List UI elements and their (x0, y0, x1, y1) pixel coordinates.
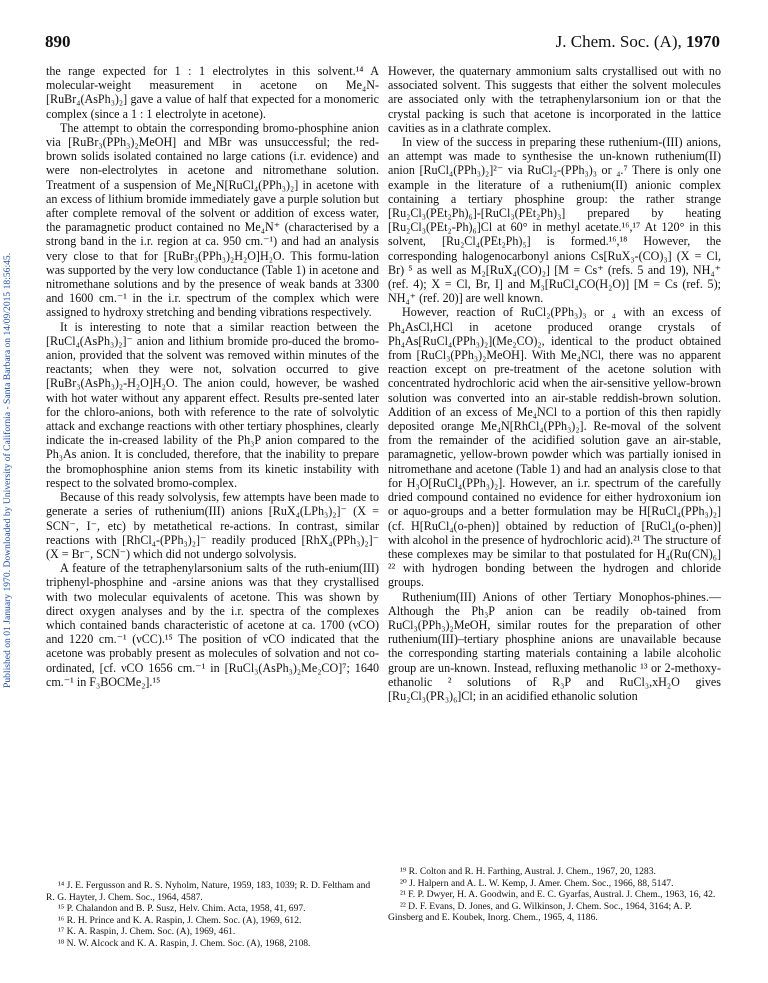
paragraph: In view of the success in preparing these ruthenium-(III) anions, an attempt was made to synthesise the un-known ruthenium(II) anion [RuCl₄(PPh₃)₂]²⁻ via RuCl₂-(PPh₃)₃ or ₄.⁷ There is only one example in the literature of a ruthenium(II) anionic complex containing a tertiary phosphine group: the rather strange [Ru₂Cl₃(PEt₂Ph)₆]-[RuCl₃(PEt₂Ph)₃] prepared by heating [Ru₂Cl₃(PEt₂-Ph)₆]Cl at 60° in methyl acetate.¹⁶,¹⁷ At 120° in this solvent, [Ru₂Cl₄(PEt₂Ph)₅] is formed.¹⁶,¹⁸ However, the corresponding halogenocarbonyl anions Cs[RuX₃-(CO)₃] (X = Cl, Br) ⁵ as well as M₂[RuX₄(CO)₂] [M = Cs⁺ (refs. 5 and 19), NH₄⁺ (ref. 4); X = Cl, Br, I] and M₃[RuCl₄CO(H₂O)] [M = Cs (ref. 5); NH₄⁺ (ref. 20)] are well known. (388, 135, 721, 306)
footnote: ²² D. F. Evans, D. Jones, and G. Wilkinson, J. Chem. Soc., 1964, 3164; A. P. Ginsberg and E. Koubek, Inorg. Chem., 1965, 4, 1186. (388, 900, 692, 924)
footnote: ¹⁶ R. H. Prince and K. A. Raspin, J. Chem. Soc. (A), 1969, 612. (58, 914, 302, 926)
footnote: ²¹ F. P. Dwyer, H. A. Goodwin, and E. C. Gyarfas, Austral. J. Chem., 1963, 16, 42. (400, 889, 716, 901)
footnote: ²⁰ J. Halpern and A. L. W. Kemp, J. Amer. Chem. Soc., 1966, 88, 5147. (400, 877, 674, 889)
paragraph: the range expected for 1 : 1 electrolytes in this solvent.¹⁴ A molecular-weight measurement in acetone on Me₄N-[RuBr₄(AsPh₃)₂] gave a value of half that expected for a monomeric complex (since a 1 : 1 electrolyte in acetone). (46, 64, 379, 121)
page-number: 890 (45, 32, 71, 51)
footnote: ¹⁴ J. E. Fergusson and R. S. Nyholm, Nature, 1959, 183, 1039; R. D. Feltham and R. G. Hayter, J. Chem. Soc., 1964, 4587. (46, 880, 371, 903)
right-column (388, 64, 721, 703)
paragraph: However, the quaternary ammonium salts crystallised out with no associated solvent. This suggests that either the solvent molecules are associated only with the tetraphenylarsonium ion or that the crystal packing is such that acetone is incorporated in the lattice cavities as in a clathrate complex. (388, 64, 721, 135)
paragraph: It is interesting to note that a similar reaction between the [RuCl₄(AsPh₃)₂]⁻ anion and lithium bromide pro-duced the bromo-anion, provided that the solvent was removed within minutes of the reactants; when they were not, solvation occurred to give [RuBr₃(AsPh₃)₂-H₂O]H₂O. The anion could, however, be washed with hot water without any apparent effect. Results pre-sented later for the chloro-anions, both with reference to the rate of solvolytic attack and exchange reactions with other tertiary phosphines, clearly indicate the in-creased lability of the Ph₃P anion compared to the Ph₃As anion. It is concluded, therefore, that the inability to prepare the bromophosphine anion stems from its kinetic instability with respect to the solvated bromo-complex. (46, 319, 379, 490)
journal-name: J. Chem. Soc. (A), (555, 32, 682, 51)
paragraph: Because of this ready solvolysis, few attempts have been made to generate a series of ruthenium(III) anions [RuX₄(LPh₃)₂]⁻ (X = SCN⁻, I⁻, etc) by metathetical re-actions. In contrast, similar reactions with [RhCl₄-(PPh₃)₂]⁻ readily produced [RhX₄(PPh₃)₂]⁻ (X = Br⁻, SCN⁻) which did not undergo solvolysis. (46, 490, 379, 561)
download-notice[interactable]: Published on 01 January 1970. Downloaded by University of California - Santa Barbara on 14/09/2015 18:56:45. (2, 252, 13, 688)
paragraph: However, reaction of RuCl₂(PPh₃)₃ or ₄ with an excess of Ph₄AsCl,HCl in acetone produced orange crystals of Ph₄As[RuCl₄(PPh₃)₂](Me₂CO)₂, identical to the product obtained from [RuCl₃(PPh₃)₂MeOH]. With Me₄NCl, there was no apparent reaction except on pre-treatment of the acetone solution with concentrated hydrochloric acid when the air-sensitive yellow-brown solution was converted into an air-stable reddish-brown solution. Addition of an excess of Me₄NCl to a portion of this then rapidly deposited orange Me₄N[RhCl₄(PPh₃)₂]. Re-moval of the solvent from the remainder of the acidified solution gave an air-stable, paramagnetic, yellow-brown powder which was partially ionised in nitromethane and acetone (Table 1) and had an analysis close to that for H₃O[RuCl₄(PPh₃)₂]. However, an i.r. spectrum of the carefully dried compound contained no evidence for either hydroxonium ion or aquo-groups and a better formulation may be H[RuCl₄(PPh₃)₂] (cf. H[RuCl₄(o-phen)] obtained by reduction of [RuCl₄(o-phen)] with alcohol in the presence of hydrochloric acid).²¹ The structure of these complexes may be similar to that postulated for H₄(Ru(CN)₆] ²² with hydrogen bonding between the hydrogen and chloride groups. (388, 305, 721, 590)
journal-year: 1970 (686, 32, 720, 51)
paragraph: Ruthenium(III) Anions of other Tertiary Monophos-phines.—Although the Ph₃P anion can be readily ob-tained from RuCl₃(PPh₃)₂MeOH, similar routes for the preparation of other ruthenium(III)–tertiary phosphine anions are unavailable because the corresponding starting materials containing a labile alcoholic group are un-known. Instead, refluxing methanolic ¹³ or 2-methoxy-ethanolic ² solutions of R₃P and RuCl₃,xH₂O gives [Ru₂Cl₃(PR₃)₆]Cl; in an acidified ethanolic solution (388, 589, 721, 703)
footnote: ¹⁵ P. Chalandon and B. P. Susz, Helv. Chim. Acta, 1958, 41, 697. (58, 903, 306, 915)
running-head (556, 32, 720, 52)
right-footnotes (388, 866, 721, 924)
left-footnotes (46, 880, 379, 950)
footnote: ¹⁹ R. Colton and R. H. Farthing, Austral. J. Chem., 1967, 20, 1283. (400, 866, 656, 877)
paragraph: A feature of the tetraphenylarsonium salts of the ruth-enium(III) triphenyl-phosphine and -arsine anions was that they crystallised with two molecular equivalents of acetone. This was shown by direct oxygen analyses and by the i.r. spectra of the complexes which contained bands characteristic of acetone at ca. 1700 (νCO) and 1220 cm.⁻¹ (νCC).¹⁵ The position of νCO indicated that the acetone was probably present as molecules of solvation and not co-ordinated, [cf. νCO 1656 cm.⁻¹ in [RuCl₃(AsPh₃)₂Me₂CO]⁷; 1640 cm.⁻¹ in F₃BOCMe₂].¹⁵ (46, 561, 379, 689)
left-column (46, 64, 379, 689)
paragraph: The attempt to obtain the corresponding bromo-phosphine anion via [RuBr₃(PPh₃)₂MeOH] and MBr was unsuccessful; the red-brown solids isolated contained no large cations (i.r. evidence) and were non-electrolytes in acetone and nitromethane solution. Treatment of a suspension of Me₄N[RuCl₄(PPh₃)₂] in acetone with an excess of lithium bromide immediately gave a purple solution but after complete removal of the solvent or addition of excess water, the paramagnetic product contained no Me₄N⁺ (characterised by a strong band in the i.r. region at ca. 950 cm.⁻¹) and had an analysis very close to that for [RuBr₃(PPh₃)₂H₂O]H₂O. This formu-lation was supported by the very low conductance (Table 1) in acetone and nitromethane solutions and by the presence of weak bands at 3300 and 1600 cm.⁻¹ in the i.r. spectrum of the complex which were assigned to hydroxy stretching and bending vibrations respectively. (46, 120, 379, 320)
footnote: ¹⁸ N. W. Alcock and K. A. Raspin, J. Chem. Soc. (A), 1968, 2108. (58, 937, 311, 949)
footnote: ¹⁷ K. A. Raspin, J. Chem. Soc. (A), 1969, 461. (58, 926, 236, 938)
